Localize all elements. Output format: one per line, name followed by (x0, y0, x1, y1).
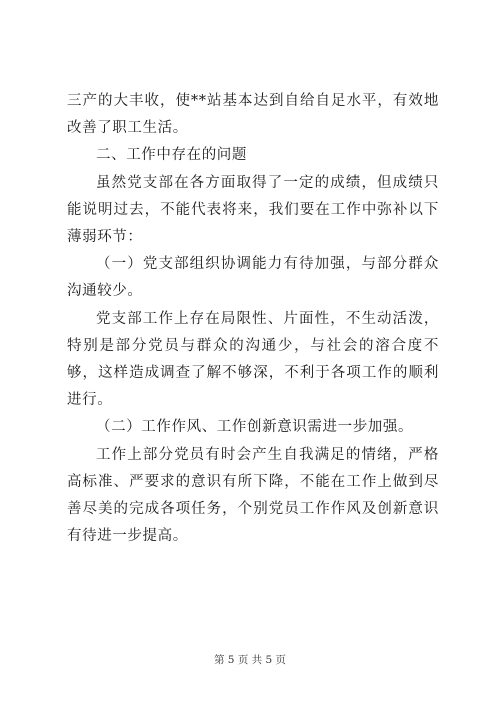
subheading-one: （一）党支部组织协调能力有待加强，与部分群众沟通较少。 (67, 256, 439, 300)
subheading-two: （二）工作作风、工作创新意识需进一步加强。 (96, 419, 414, 436)
paragraph-one: 党支部工作上存在局限性、片面性，不生动活泼，特别是部分党员与群众的沟通少，与社会的溶合度不够，这样造成调查了解不够深，不利于各项工作的顺利进行。 (67, 310, 439, 409)
document-body (67, 88, 439, 550)
section-heading-problems: 二、工作中存在的问题 (96, 147, 247, 164)
paragraph-continuation: 三产的大丰收，使**站基本达到自给自足水平，有效地改善了职工生活。 (67, 93, 439, 137)
paragraph-two: 工作上部分党员有时会产生自我满足的情绪，严格高标准、严要求的意识有所下降，不能在工作上做到尽善尽美的完成各项任务，个别党员工作作风及创新意识有待进一步提高。 (67, 446, 439, 545)
paragraph-intro: 虽然党支部在各方面取得了一定的成绩，但成绩只能说明过去，不能代表将来，我们要在工作中弥补以下薄弱环节： (67, 174, 439, 246)
page-number-footer: 第 5 页 共 5 页 (213, 654, 287, 666)
